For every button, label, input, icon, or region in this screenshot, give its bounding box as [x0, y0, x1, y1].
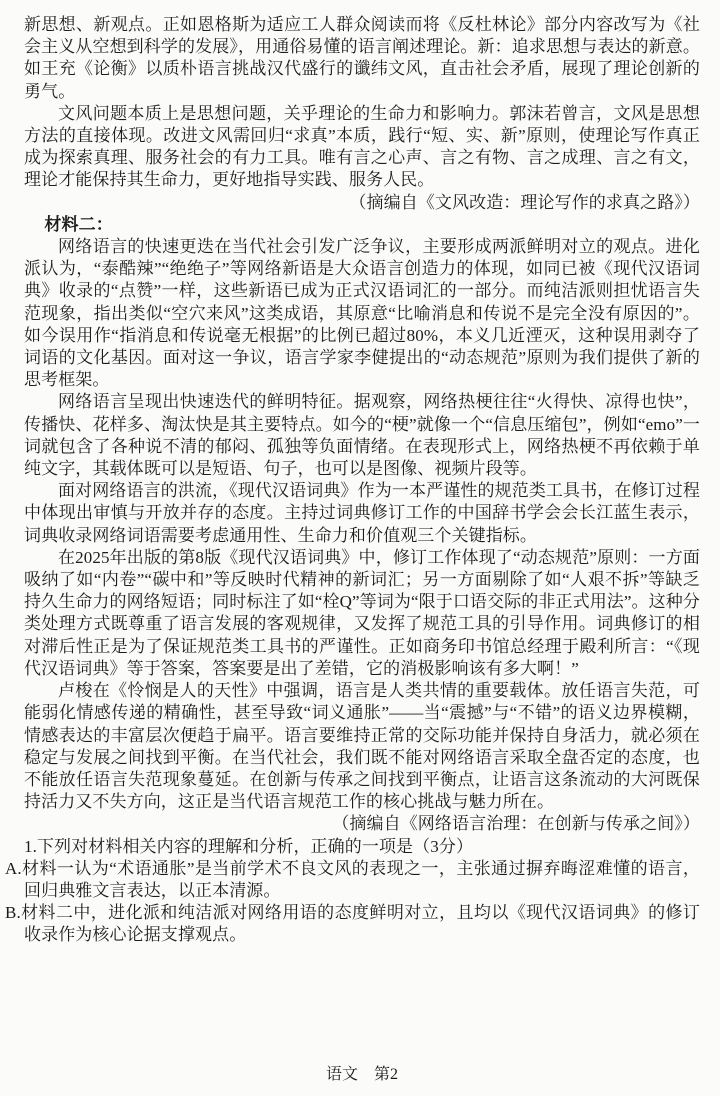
paragraph-rousseau-balance: 卢梭在《怜悯是人的天性》中强调，语言是人类共情的重要载体。放任语言失范，可能弱化情感传递的精确性，甚至导致“词义通胀”——当“震撼”与“不错”的语义边界模糊，情感表达的丰富层次便趋于扁平。语言要维持正常的交际功能并保持自身活力，就必须在稳定与发展之间找到平衡。在当代社会，我们既不能对网络语言采取全盘否定的态度，也不能放任语言失范现象蔓延。在创新与传承之间找到平衡点，让语言这条流动的大河既保持活力又不失方向，这正是当代语言规范工作的核心挑战与魅力所在。: [24, 681, 700, 812]
question-1: 1.下列对材料相关内容的理解和分析，正确的一项是（3分）: [24, 836, 474, 856]
question-1-option-b: B.材料二中，进化派和纯洁派对网络用语的态度鲜明对立，且均以《现代汉语词典》的修订收录作为核心论据支撑观点。: [5, 903, 700, 945]
paragraph-network-language-debate: 网络语言的快速更迭在当代社会引发广泛争议，主要形成两派鲜明对立的观点。进化派认为，“泰酷辣”“绝绝子”等网络新语是大众语言创造力的体现，如同已被《现代汉语词典》收录的“点赞”一样，这些新语已成为正式汉语词汇的一部分。而纯洁派则担忧语言失范现象，指出类似“空穴来风”这类成语，其原意“比喻消息和传说不是完全没有原因的”。如今误用作“指消息和传说毫无根据”的比例已超过80%，本义几近湮灭，这种误用剥夺了词语的文化基因。面对这一争议，语言学家李健提出的“动态规范”原则为我们提供了新的思考框架。: [24, 237, 700, 390]
paragraph-continuation: 新思想、新观点。正如恩格斯为适应工人群众阅读而将《反杜林论》部分内容改写为《社会主义从空想到科学的发展》，用通俗易懂的语言阐述理论。新：追求思想与表达的新意。如王充《论衡》以质朴语言挑战汉代盛行的谶纬文风，直击社会矛盾，展现了理论创新的勇气。: [24, 15, 700, 101]
paragraph-eighth-edition: 在2025年出版的第8版《现代汉语词典》中，修订工作体现了“动态规范”原则：一方面吸纳了如“内卷”“碳中和”等反映时代精神的新词汇；另一方面剔除了如“人艰不拆”等缺乏持久生命力的网络短语；同时标注了如“栓Q”等词为“限于口语交际的非正式用法”。这种分类处理方式既尊重了语言发展的客观规律，又发挥了规范工具的引导作用。词典修订的相对滞后性正是为了保证规范类工具书的严谨性。正如商务印书馆总经理于殿利所言：“《现代汉语词典》等于答案，答案要是出了差错，它的消极影响该有多大啊！”: [24, 547, 700, 678]
paragraph-dictionary-attitude: 面对网络语言的洪流，《现代汉语词典》作为一本严谨性的规范类工具书，在修订过程中体现出审慎与开放并存的态度。主持过词典修订工作的中国辞书学会会长江蓝生表示，词典收录网络词语需要考虑通用性、生命力和价值观三个关键指标。: [24, 481, 700, 545]
question-1-option-a: A.材料一认为“术语通胀”是当前学术不良文风的表现之一，主张通过摒弃晦涩难懂的语言，回归典雅文言表达，以正本清源。: [5, 858, 700, 900]
page-footer: 语文 第2: [325, 1066, 398, 1083]
material-two-heading: 材料二：: [44, 214, 113, 234]
paragraph-wenfeng-essence: 文风问题本质上是思想问题，关乎理论的生命力和影响力。郭沫若曾言，文风是思想方法的直接体现。改进文风需回归“求真”本质，践行“短、实、新”原则，使理论写作真正成为探索真理、服务社会的有力工具。唯有言之心声、言之有物、言之成理、言之有文，理论才能保持其生命力，更好地指导实践、服务人民。: [24, 103, 700, 190]
attribution-material-one: （摘编自《文风改造：理论写作的求真之路》）: [349, 192, 700, 212]
paragraph-rapid-iteration: 网络语言呈现出快速迭代的鲜明特征。据观察，网络热梗往往“火得快、凉得也快”，传播快、花样多、淘汰快是其主要特点。如今的“梗”就像一个“信息压缩包”，例如“emo”一词就包含了各种说不清的郁闷、孤独等负面情绪。在表现形式上，网络热梗不再依赖于单纯文字，其载体既可以是短语、句子，也可以是图像、视频片段等。: [24, 392, 700, 479]
attribution-material-two: （摘编自《网络语言治理：在创新与传承之间》）: [332, 814, 700, 834]
exam-page-content: [5, 14, 700, 1053]
